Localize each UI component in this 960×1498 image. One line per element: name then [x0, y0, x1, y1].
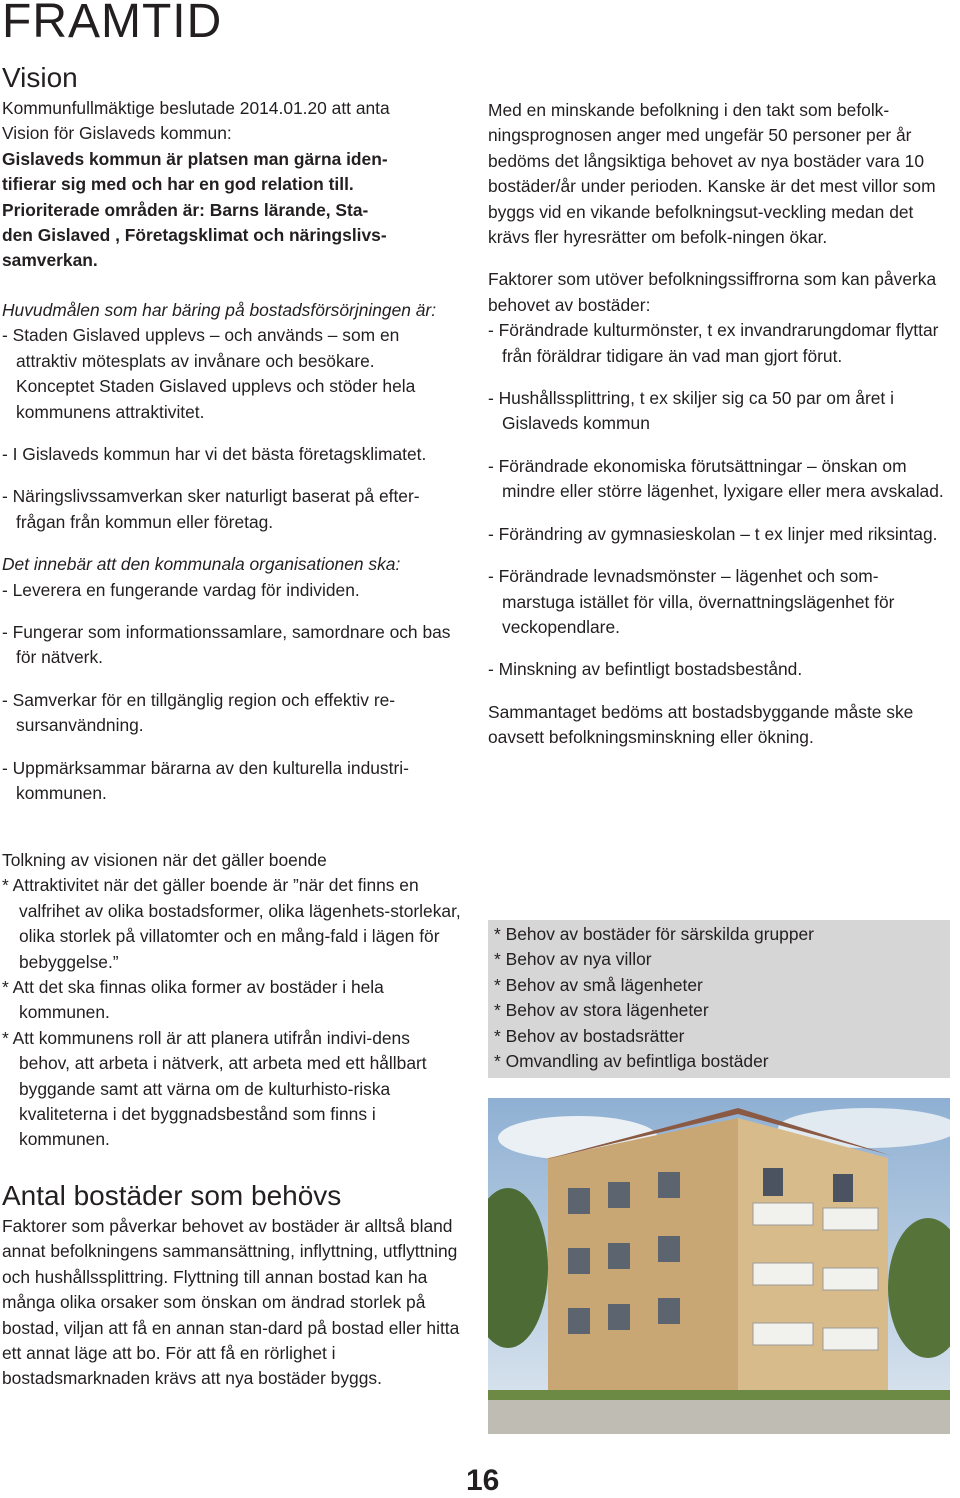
interpretation-heading: Tolkning av visionen när det gäller boende	[2, 850, 327, 870]
apartment-building-photo	[488, 1098, 950, 1434]
factor-item: - Minskning av befintligt bostadsbestånd.	[488, 659, 803, 680]
factor-item: - Hushållssplittring, t ex skiljer sig ca 50 par om året i Gislaveds kommun	[488, 388, 894, 434]
interpretation-item: * Att kommunens roll är att planera utifrån indivi-dens behov, att arbeta i nätverk, att arbeta med ett hållbart byggande samt att värna om de kulturhisto-riska kvaliteterna i det byggnadsbestånd som finns i kommunen.	[2, 1027, 427, 1150]
antal-heading: Antal bostäder som behövs	[2, 1180, 342, 1211]
needs-item: * Behov av bostadsrätter	[494, 1025, 685, 1046]
factors-intro: Faktorer som utöver befolkningssiffrorna som kan påverka behovet av bostäder:	[488, 269, 937, 315]
goal-item: - Staden Gislaved upplevs – och används – som en attraktiv mötesplats av invånare och besökare.	[2, 325, 400, 371]
org-heading: Det innebär att den kommunala organisationen ska:	[2, 554, 401, 575]
antal-body-block	[2, 1214, 464, 1392]
goals-heading: Huvudmålen som har bäring på bostadsförsörjningen är:	[2, 300, 437, 320]
factor-item: - Förändrade kulturmönster, t ex invandrarungdomar flyttar från föräldrar tidigare än vad man gjort förut.	[488, 320, 939, 366]
page-number: 16	[466, 1464, 500, 1497]
factor-item: - Förändrade levnadsmönster – lägenhet och som-marstuga istället för villa, övernattningslägenhet för veckopendlare.	[488, 566, 895, 637]
goal-item: - I Gislaveds kommun har vi det bästa företagsklimatet.	[2, 444, 427, 465]
needs-item: * Behov av nya villor	[494, 949, 652, 970]
needs-item: * Behov av små lägenheter	[494, 974, 703, 995]
building-illustration	[488, 1098, 950, 1434]
goals-block	[2, 298, 464, 807]
needs-item: * Behov av stora lägenheter	[494, 1000, 709, 1021]
page-title: FRAMTID	[2, 0, 223, 48]
org-item: - Samverkar för en tillgänglig region och effektiv re-sursanvändning.	[2, 689, 396, 736]
org-item: - Leverera en fungerande vardag för individen.	[2, 579, 360, 600]
org-item: - Uppmärksammar bärarna av den kulturella industri-kommunen.	[2, 757, 409, 804]
antal-section	[2, 1180, 464, 1212]
vision-intro-line1: Kommunfullmäktige beslutade 2014.01.20 att anta	[2, 98, 390, 118]
vision-statement-line2: tifierar sig med och har en god relation till.	[2, 174, 354, 195]
interpretation-block	[2, 848, 464, 1153]
interpretation-item: * Att det ska finnas olika former av bostäder i hela kommunen.	[2, 977, 384, 1023]
antal-body: Faktorer som påverkar behovet av bostäder är alltså bland annat befolkningens sammansättning, inflyttning, utflyttning och hushållssplittring. Flyttning till annan bostad kan ha många olika orsaker som önskan om ändrad storlek på bostad, viljan att få en annan stan-dard på bostad eller hitta ett annat läge att bo. För att få en rörlighet i bostadsmarknaden krävs att nya bostäder byggs.	[2, 1216, 460, 1389]
vision-intro-line2: Vision för Gislaveds kommun:	[2, 123, 232, 144]
right-column	[488, 98, 948, 751]
goal-item: - Näringslivssamverkan sker naturligt baserat på efter-frågan från kommun eller företag.	[2, 486, 420, 532]
goal-item-continued: Konceptet Staden Gislaved upplevs och stöder hela kommunens attraktivitet.	[16, 376, 416, 422]
needs-item: * Omvandling av befintliga bostäder	[494, 1051, 769, 1072]
interpretation-item: * Attraktivitet när det gäller boende är ”när det finns en valfrihet av olika bostadsformer, olika lägenhets-storlekar, olika storlek på villatomter och en mång-fald i lägen för bebyggelse.”	[2, 875, 461, 972]
vision-statement-line4: den Gislaved , Företagsklimat och näringslivs-	[2, 225, 387, 246]
org-item: - Fungerar som informationssamlare, samordnare och bas för nätverk.	[2, 622, 451, 668]
vision-statement-line1: Gislaveds kommun är platsen man gärna iden-	[2, 148, 388, 169]
factor-item: - Förändrade ekonomiska förutsättningar – önskan om mindre eller större lägenhet, lyxigare eller mera avskalad.	[488, 455, 944, 502]
factor-item: - Förändring av gymnasieskolan – t ex linjer med riksintag.	[488, 523, 938, 544]
vision-intro	[2, 96, 464, 274]
summary-paragraph: Sammantaget bedöms att bostadsbyggande måste ske oavsett befolkningsminskning eller ökning.	[488, 701, 914, 748]
vision-statement-line5: samverkan.	[2, 250, 98, 271]
needs-box	[488, 920, 950, 1078]
vision-heading: Vision	[2, 62, 78, 93]
forecast-paragraph: Med en minskande befolkning i den takt som befolk-ningsprognosen anger med ungefär 50 personer per år bedöms det långsiktiga behovet av nya bostäder vara 10 bostäder/år under perioden. Kanske är det mest villor som byggs vid en vikande befolkningsut-veckling medan det krävs fler hyresrätter om befolk-ningen ökar.	[488, 100, 936, 248]
vision-section	[2, 62, 464, 94]
needs-item: * Behov av bostäder för särskilda grupper	[494, 924, 814, 944]
vision-statement-line3: Prioriterade områden är: Barns lärande, Sta-	[2, 199, 369, 220]
